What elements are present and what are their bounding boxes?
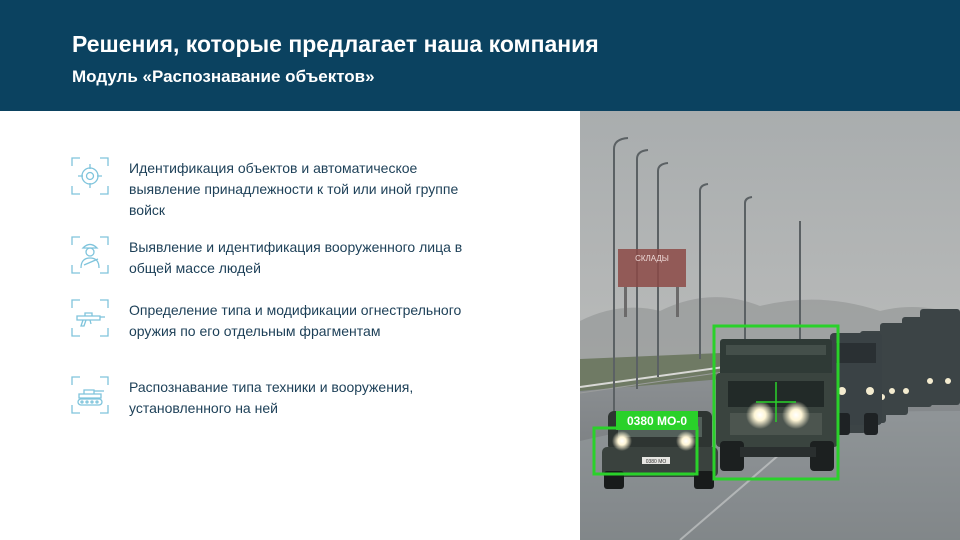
header-banner: [0, 0, 960, 111]
crosshair-target-icon: [70, 156, 110, 196]
feature-text: Определение типа и модификации огнестрельного оружия по его отдельным фрагментам: [129, 302, 462, 339]
billboard-text: СКЛАДЫ: [635, 254, 669, 263]
feature-text: Распознавание типа техники и вооружения, установленного на ней: [129, 379, 414, 416]
plate-label: 0380 МО-0: [626, 414, 688, 428]
tank-icon: [70, 375, 110, 415]
rifle-icon: [70, 298, 110, 338]
page-title: Решения, которые предлагает наша компания: [72, 31, 599, 57]
feature-text: Идентификация объектов и автоматическое выявление принадлежности к той или иной группе войск: [129, 160, 459, 218]
detection-photo: [580, 111, 960, 540]
armed-soldier-icon: [70, 235, 110, 275]
page-subtitle: Модуль «Распознавание объектов»: [72, 67, 375, 86]
license-plate-text: 0380 МО: [645, 459, 667, 465]
military-truck: [716, 339, 838, 471]
feature-text: Выявление и идентификация вооруженного лица в общей массе людей: [129, 239, 463, 276]
